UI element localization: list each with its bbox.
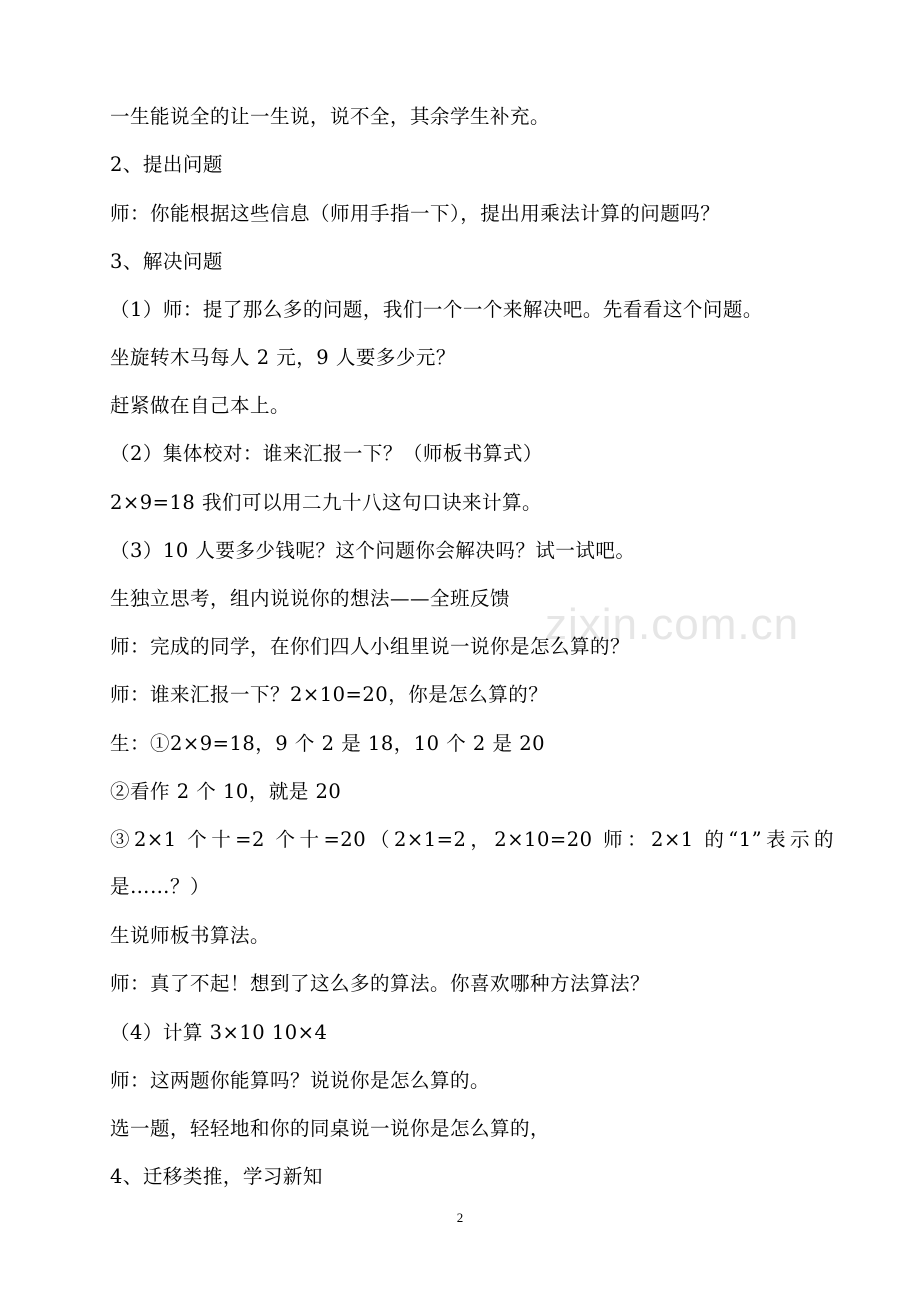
section-heading: 4、迁移类推，学习新知	[110, 1165, 323, 1188]
paragraph-line: 生说师板书算法。	[110, 924, 271, 947]
section-heading: 3、解决问题	[110, 250, 223, 273]
paragraph-line: 坐旋转木马每人 2 元，9 人要多少元？	[110, 346, 456, 369]
section-heading: 2、提出问题	[110, 153, 223, 176]
watermark: zixin.com.cn	[545, 600, 800, 649]
paragraph-line: （2）集体校对：谁来汇报一下？（师板书算式）	[110, 442, 543, 465]
paragraph-line: （4）计算 3×10 10×4	[110, 1021, 328, 1044]
paragraph-line: 生：①2×9=18，9 个 2 是 18，10 个 2 是 20	[110, 732, 546, 755]
paragraph-line: （3）10 人要多少钱呢？这个问题你会解决吗？试一试吧。	[110, 539, 636, 562]
paragraph-line: 选一题，轻轻地和你的同桌说一说你是怎么算的，	[110, 1117, 551, 1140]
page-number: 2	[456, 1210, 464, 1225]
paragraph-line: ②看作 2 个 10，就是 20	[110, 780, 342, 803]
paragraph-line: （1）师：提了那么多的问题，我们一个一个来解决吧。先看看这个问题。	[110, 298, 763, 321]
paragraph-line: 生独立思考，组内说说你的想法——全班反馈	[110, 587, 511, 610]
paragraph-line: 一生能说全的让一生说，说不全，其余学生补充。	[110, 105, 551, 128]
paragraph-line: 赶紧做在自己本上。	[110, 394, 291, 417]
paragraph-line: 师：这两题你能算吗？说说你是怎么算的。	[110, 1069, 491, 1092]
paragraph-line: 师：完成的同学，在你们四人小组里说一说你是怎么算的？	[110, 635, 631, 658]
paragraph-line: ③2×1 个十=2 个十=20（2×1=2，2×10=20 师：2×1 的“1”表示的是……？）	[110, 828, 834, 898]
paragraph-line: 2×9=18 我们可以用二九十八这句口诀来计算。	[110, 491, 543, 514]
paragraph-line: 师：谁来汇报一下？2×10=20，你是怎么算的？	[110, 683, 549, 706]
paragraph-line: 师：真了不起！想到了这么多的算法。你喜欢哪种方法算法？	[110, 972, 651, 995]
paragraph-line: 师：你能根据这些信息（师用手指一下），提出用乘法计算的问题吗？	[110, 202, 721, 225]
